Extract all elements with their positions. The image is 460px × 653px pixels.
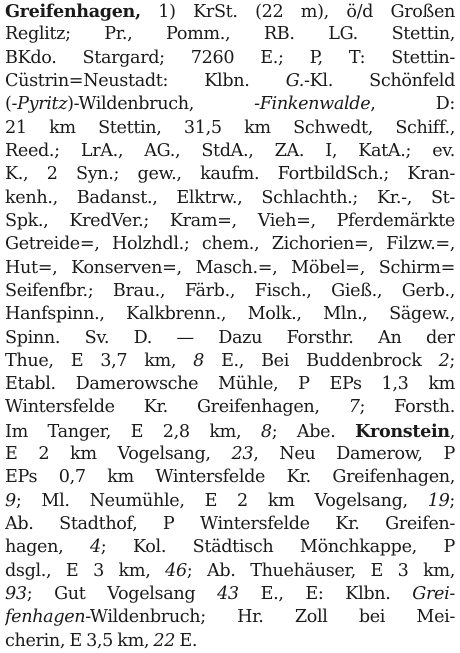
line-italic: 46	[165, 560, 187, 581]
entry-line	[5, 327, 455, 350]
line-text: E., E: Klbn.	[238, 584, 413, 605]
line-text: 21 km Stettin, 31,5 km Schwedt, Schiff.,	[5, 117, 455, 138]
entry-line	[5, 23, 455, 46]
line-italic: 19	[427, 490, 450, 511]
entry-line	[5, 187, 455, 210]
line-text: Reglitz; Pr., Pomm., RB. LG. Stettin,	[5, 24, 455, 45]
line-text: Ab. Stadthof, P Wintersfelde Kr. Greifen-	[5, 514, 455, 535]
line-text: Im Tanger, E 2,8 km,	[5, 421, 261, 442]
line-italic: G.	[285, 70, 305, 91]
line-text: Spk., KredVer.; Kram=, Vieh=, Pferdemärkte	[5, 210, 455, 231]
entry-line	[5, 373, 455, 396]
entry-line	[5, 303, 455, 326]
entry-headword: Greifenhagen,	[5, 1, 141, 22]
line-text: ; Gut Vogelsang	[26, 584, 218, 605]
entry-line	[5, 0, 455, 23]
entry-line	[5, 443, 455, 466]
line-text: hagen,	[5, 537, 90, 558]
entry-line	[5, 350, 455, 373]
line-italic: 8	[193, 350, 205, 371]
line-italic: 9	[5, 490, 16, 511]
line-text: K., 2 Syn.; gew., kaufm. FortbildSch.; Kran-	[5, 164, 455, 185]
line-text: Wintersfelde Kr. Greifenhagen,	[5, 397, 349, 418]
line-text: Hanfspinn., Kalkbrenn., Molk., Mln., Sägew.,	[5, 304, 455, 325]
line-text: , D:	[370, 94, 455, 115]
line-text: Reed.; LrA., AG., StdA., ZA. I, KatA.; ev.	[5, 140, 455, 161]
line-text: ; Kol. Städtisch Mönchkappe, P	[100, 537, 455, 558]
line-text: cherin, E 3,5 km,	[5, 630, 154, 651]
line-text: ;	[449, 490, 455, 511]
line-italic: Grei-	[412, 584, 455, 605]
line-italic: 8	[260, 421, 272, 442]
line-text: Thue, E 3,7 km,	[5, 350, 194, 371]
line-text: -Kl. Schönfeld	[304, 70, 455, 91]
entry-line	[5, 420, 455, 443]
line-text: ; Abe.	[271, 421, 356, 442]
entry-line	[5, 233, 455, 256]
line-text: BKdo. Stargard; 7260 E.; P, T: Stettin-	[5, 47, 455, 68]
line-text: E., Bei Buddenbrock	[204, 350, 439, 371]
line-text: (	[5, 94, 12, 115]
line-italic: 7	[348, 397, 360, 418]
line-text: ; Forsth.	[359, 397, 455, 418]
line-bold: Kronstein	[355, 420, 450, 442]
line-italic: 22	[153, 630, 176, 651]
line-italic: 4	[89, 537, 101, 558]
entry-line	[5, 117, 455, 140]
entry-line	[5, 490, 455, 513]
entry-line	[5, 210, 455, 233]
line-text: ,	[449, 421, 455, 442]
line-text: dsgl., E 3 km,	[5, 560, 166, 581]
line-text: E 2 km Vogelsang,	[5, 444, 232, 465]
entry-line	[5, 536, 455, 559]
line-text: Seifenfbr.; Brau., Färb., Fisch., Gieß., Gerb.,	[5, 280, 455, 301]
entry-line	[5, 163, 455, 186]
entry-line	[5, 513, 455, 536]
line-text: EPs 0,7 km Wintersfelde Kr. Greifenhagen,	[5, 467, 455, 488]
line-text: )-Wildenbruch,	[67, 94, 255, 115]
entry-line	[5, 47, 455, 70]
line-text: 1) KrSt. (22 m), ö/d Großen	[140, 2, 455, 22]
entry-line	[5, 560, 455, 583]
line-text: kenh., Badanst., Elktrw., Schlachth.; Kr.-, St-	[5, 187, 455, 208]
line-text: E.	[175, 630, 198, 651]
line-text: ;	[449, 350, 455, 371]
line-text: -Wildenbruch; Hr. Zoll bei Mei-	[85, 607, 455, 628]
line-italic: -Pyritz	[11, 94, 68, 115]
entry-line	[5, 280, 455, 303]
line-text: Hut=, Konserven=, Masch.=, Möbel=, Schirm=	[5, 257, 455, 278]
line-italic: 23	[231, 444, 254, 465]
entry-line	[5, 93, 455, 116]
line-italic: fenhagen	[5, 607, 86, 628]
line-text: Cüstrin=Neustadt: Klbn.	[5, 70, 286, 91]
line-text: Spinn. Sv. D. — Dazu Forsthr. An der	[5, 327, 455, 348]
entry-line	[5, 583, 455, 606]
entry-line	[5, 70, 455, 93]
entry-line	[5, 396, 455, 419]
line-text: , Neu Damerow, P	[253, 444, 455, 465]
line-text: ; Ab. Thuehäuser, E 3 km,	[186, 560, 455, 581]
line-italic: 2	[438, 350, 450, 371]
line-italic: 93	[5, 584, 27, 605]
line-text: ; Ml. Neumühle, E 2 km Vogelsang,	[15, 490, 428, 511]
entry-line	[5, 257, 455, 280]
line-italic: 43	[217, 584, 239, 605]
line-italic: -Finkenwalde	[254, 94, 371, 115]
entry-line	[5, 630, 455, 653]
line-text: Etabl. Damerowsche Mühle, P EPs 1,3 km	[5, 374, 455, 395]
line-text: Getreide=, Holzhdl.; chem., Zichorien=, Filzw.=,	[5, 234, 455, 255]
entry-line	[5, 606, 455, 629]
entry-line	[5, 140, 455, 163]
entry-line	[5, 466, 455, 489]
